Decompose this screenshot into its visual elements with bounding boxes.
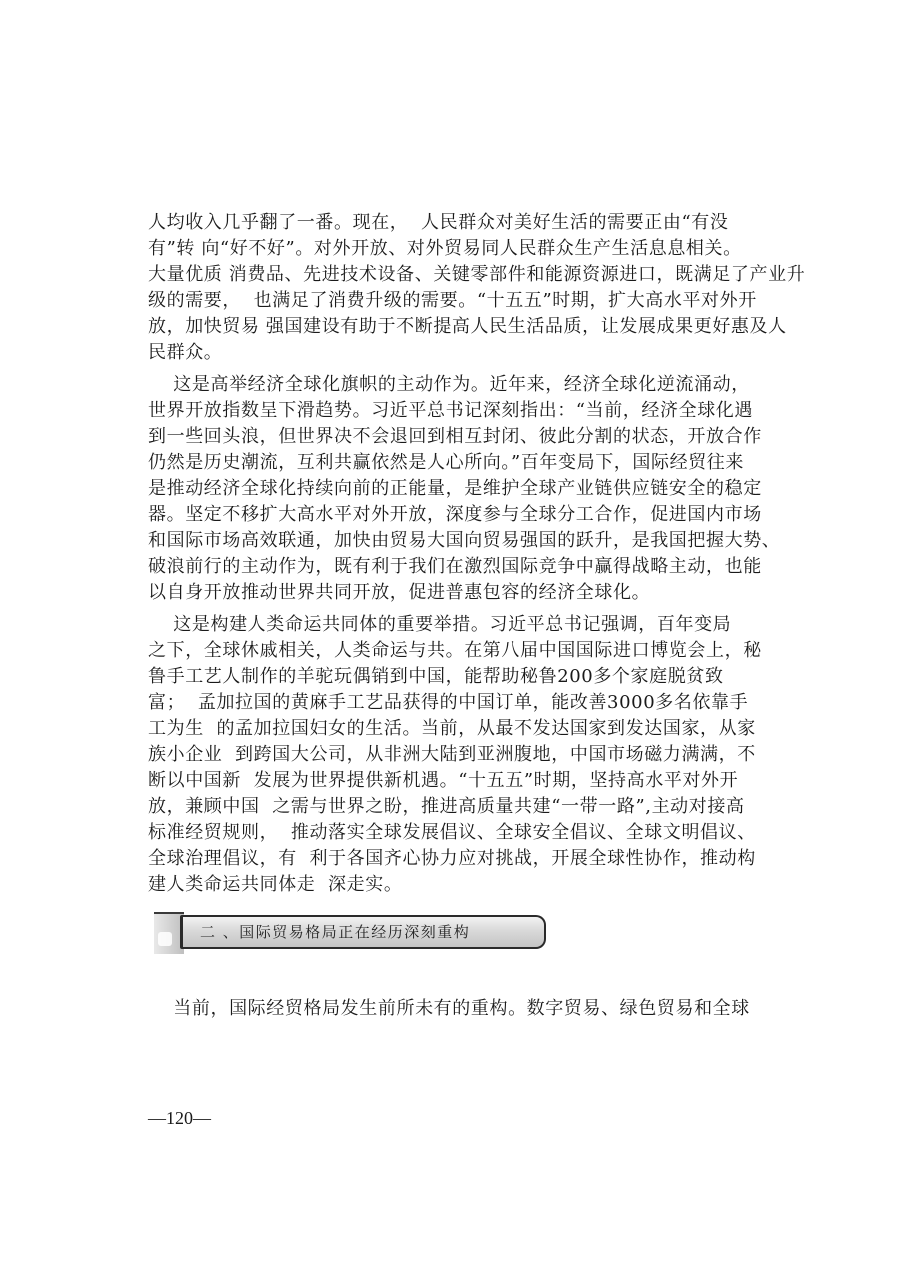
paragraph-2	[148, 372, 781, 606]
text-line: 器。坚定不移扩大高水平对外开放，深度参与全球分工合作，促进国内市场	[148, 504, 762, 525]
text-line: 民群众。	[148, 342, 223, 363]
text-line: 放，加快贸易 强国建设有助于不断提高人民生活品质，让发展成果更好惠及人	[148, 316, 787, 337]
text-line: 工为生 的孟加拉国妇女的生活。当前，从最不发达国家到发达国家，从家	[148, 718, 756, 739]
text-line: 这是构建人类命运共同体的重要举措。习近平总书记强调，百年变局	[148, 614, 732, 635]
text-line: 断以中国新 发展为世界提供新机遇。“十五五”时期，坚持高水平对外开	[148, 770, 739, 791]
text-line: 级的需要， 也满足了消费升级的需要。“十五五”时期，扩大高水平对外开	[148, 290, 757, 311]
text-line: 鲁手工艺人制作的羊驼玩偶销到中国，能帮助秘鲁200多个家庭脱贫致	[148, 666, 724, 687]
page-number: —120—	[148, 1108, 211, 1128]
text-line: 人均收入几乎翻了一番。现在， 人民群众对美好生活的需要正由“有没	[148, 212, 729, 233]
text-line: 以自身开放推动世界共同开放，促进普惠包容的经济全球化。	[148, 582, 651, 603]
paragraph-1	[148, 210, 806, 366]
text-line: 这是高举经济全球化旗帜的主动作为。近年来，经济全球化逆流涌动，	[148, 374, 750, 395]
text-line: 建人类命运共同体走 深走实。	[148, 874, 403, 895]
paragraph-4	[148, 996, 768, 1022]
text-line: 破浪前行的主动作为，既有利于我们在激烈国际竞争中赢得战略主动，也能	[148, 556, 762, 577]
text-line: 世界开放指数呈下滑趋势。习近平总书记深刻指出：“当前，经济全球化遇	[148, 400, 753, 421]
section-heading-text: 二 、国际贸易格局正在经历深刻重构	[200, 923, 471, 941]
text-line: 有”转 向“好不好”。对外开放、对外贸易同人民群众生产生活息息相关。	[148, 238, 742, 259]
text-line: 全球治理倡议，有 利于各国齐心协力应对挑战，开展全球性协作，推动构	[148, 848, 756, 869]
text-line: 富； 孟加拉国的黄麻手工艺品获得的中国订单，能改善3000多名依靠手	[148, 692, 749, 713]
text-line: 放，兼顾中国 之需与世界之盼，推进高质量共建“一带一路”,主动对接高	[148, 796, 745, 817]
section-heading-banner	[154, 912, 552, 952]
text-line: 是推动经济全球化持续向前的正能量，是维护全球产业链供应链安全的稳定	[148, 478, 762, 499]
text-line: 仍然是历史潮流，互利共赢依然是人心所向。”百年变局下，国际经贸往来	[148, 452, 744, 473]
text-line: 标准经贸规则， 推动落实全球发展倡议、全球安全倡议、全球文明倡议、	[148, 822, 756, 843]
text-line: 当前，国际经贸格局发生前所未有的重构。数字贸易、绿色贸易和全球	[148, 998, 750, 1019]
text-line: 之下，全球休戚相关，人类命运与共。在第八届中国国际进口博览会上，秘	[148, 640, 762, 661]
paragraph-3	[148, 612, 768, 898]
text-line: 到一些回头浪，但世界决不会退回到相互封闭、彼此分割的状态，开放合作	[148, 426, 762, 447]
text-line: 大量优质 消费品、先进技术设备、关键零部件和能源资源进口，既满足了产业升	[148, 264, 806, 285]
text-line: 族小企业 到跨国大公司，从非洲大陆到亚洲腹地，中国市场磁力满满，不	[148, 744, 756, 765]
text-line: 和国际市场高效联通，加快由贸易大国向贸易强国的跃升，是我国把握大势、	[148, 530, 781, 551]
